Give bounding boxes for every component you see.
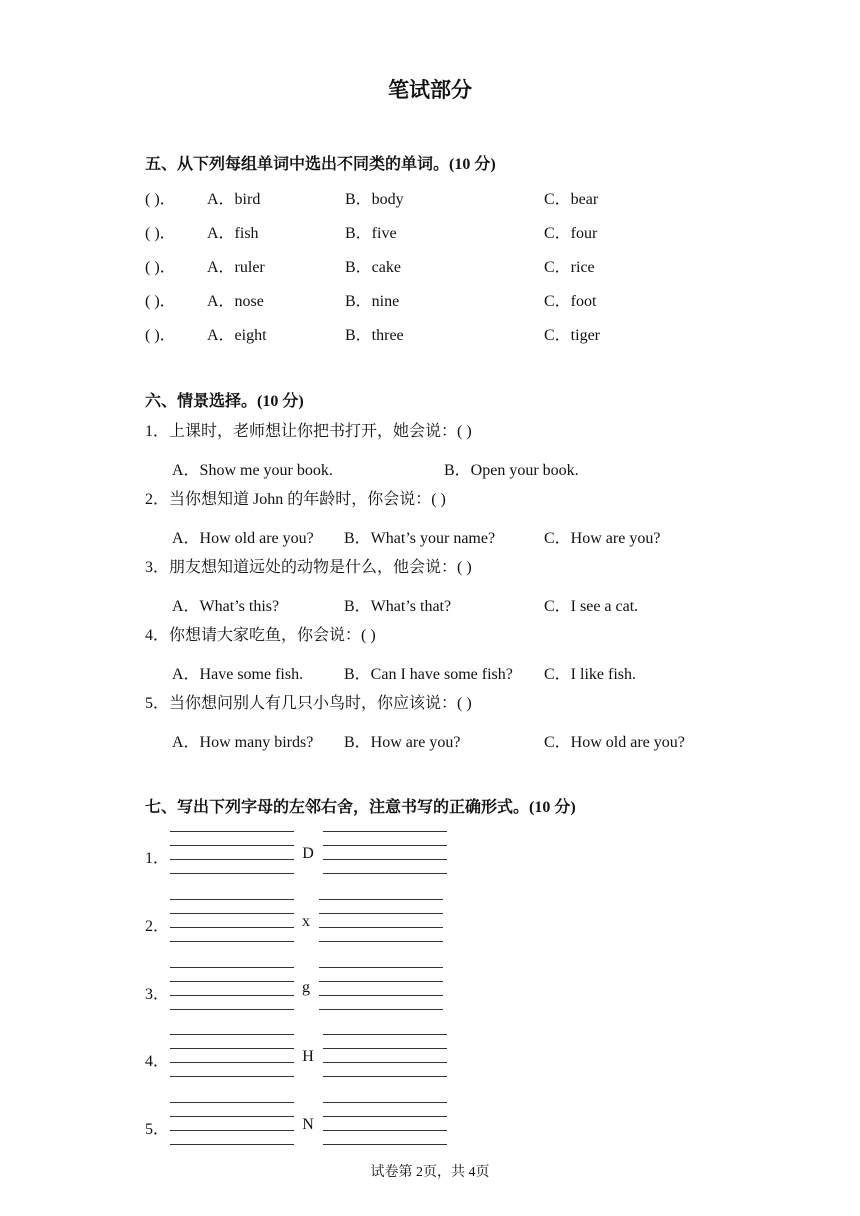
given-letter: N [302,1116,314,1133]
page-footer: 试卷第 2页，共 4页 [370,1165,490,1180]
option-a: A．How many birds? [172,734,314,751]
writing-line[interactable] [170,967,294,968]
option-a: A．What’s this? [172,598,280,615]
option-b: B．body [345,191,404,208]
writing-line[interactable] [170,873,294,874]
answer-bracket: ( )． [145,259,176,276]
given-letter: x [302,913,310,930]
writing-line[interactable] [323,1048,447,1049]
writing-line[interactable] [170,899,294,900]
writing-line[interactable] [323,831,447,832]
writing-line[interactable] [323,1102,447,1103]
option-b: B．What’s your name? [344,530,496,547]
option-c: C．rice [544,259,595,276]
writing-line[interactable] [323,845,447,846]
writing-line[interactable] [170,1116,294,1117]
question-text: 1．上课时，老师想让你把书打开，她会说：( ) [145,423,472,440]
option-a: A．fish [207,225,259,242]
section5-heading: 五、从下列每组单词中选出不同类的单词。(10 分) [145,156,496,173]
writing-line[interactable] [170,859,294,860]
option-b: B．five [345,225,397,242]
option-b: B．What’s that? [344,598,452,615]
writing-line[interactable] [170,831,294,832]
writing-line[interactable] [323,873,447,874]
writing-line[interactable] [323,1076,447,1077]
writing-line[interactable] [319,1009,443,1010]
writing-line[interactable] [319,995,443,996]
writing-line[interactable] [170,927,294,928]
writing-line[interactable] [170,981,294,982]
writing-line[interactable] [323,859,447,860]
writing-line[interactable] [170,1009,294,1010]
option-c: C．tiger [544,327,600,344]
option-b: B．cake [345,259,401,276]
writing-line[interactable] [319,913,443,914]
option-b: B．Open your book. [444,462,579,479]
given-letter: g [302,979,310,996]
question-text: 5．当你想问别人有几只小鸟时，你应该说：( ) [145,695,472,712]
option-a: A．bird [207,191,261,208]
option-b: B．three [345,327,404,344]
writing-line[interactable] [170,1062,294,1063]
writing-line[interactable] [319,967,443,968]
option-a: A．eight [207,327,267,344]
writing-line[interactable] [319,899,443,900]
writing-line[interactable] [323,1144,447,1145]
option-b: B．How are you? [344,734,461,751]
option-c: C．How old are you? [544,734,685,751]
question-text: 3．朋友想知道远处的动物是什么，他会说：( ) [145,559,472,576]
writing-line[interactable] [323,1034,447,1035]
section7-heading: 七、写出下列字母的左邻右舍，注意书写的正确形式。(10 分) [145,799,576,816]
question-text: 4．你想请大家吃鱼，你会说：( ) [145,627,376,644]
section6-heading: 六、情景选择。(10 分) [145,393,304,410]
option-a: A．ruler [207,259,265,276]
option-a: A．How old are you? [172,530,314,547]
answer-bracket: ( )． [145,293,176,310]
writing-line[interactable] [323,1130,447,1131]
option-c: C．four [544,225,598,242]
writing-line[interactable] [170,1034,294,1035]
writing-line[interactable] [323,1116,447,1117]
writing-line[interactable] [170,1102,294,1103]
answer-bracket: ( )． [145,225,176,242]
page-title: 笔试部分 [388,78,472,102]
given-letter: H [302,1048,314,1065]
option-a: A．nose [207,293,264,310]
option-c: C．How are you? [544,530,661,547]
writing-line[interactable] [323,1062,447,1063]
option-a: A．Have some fish. [172,666,304,683]
option-b: B．nine [345,293,400,310]
answer-bracket: ( )． [145,327,176,344]
item-number: 3． [145,986,170,1003]
question-text: 2．当你想知道 John 的年龄时，你会说：( ) [145,491,446,508]
answer-bracket: ( )． [145,191,176,208]
option-c: C．I like fish. [544,666,636,683]
writing-line[interactable] [170,941,294,942]
writing-line[interactable] [319,941,443,942]
writing-line[interactable] [319,981,443,982]
writing-line[interactable] [319,927,443,928]
writing-line[interactable] [170,1076,294,1077]
item-number: 2． [145,918,170,935]
option-c: C．bear [544,191,599,208]
option-c: C．foot [544,293,597,310]
writing-line[interactable] [170,913,294,914]
option-a: A．Show me your book. [172,462,333,479]
item-number: 5． [145,1121,170,1138]
writing-line[interactable] [170,845,294,846]
writing-line[interactable] [170,1048,294,1049]
item-number: 1． [145,850,170,867]
writing-line[interactable] [170,995,294,996]
option-c: C．I see a cat. [544,598,639,615]
writing-line[interactable] [170,1144,294,1145]
item-number: 4． [145,1053,170,1070]
option-b: B．Can I have some fish? [344,666,513,683]
given-letter: D [302,845,314,862]
writing-line[interactable] [170,1130,294,1131]
